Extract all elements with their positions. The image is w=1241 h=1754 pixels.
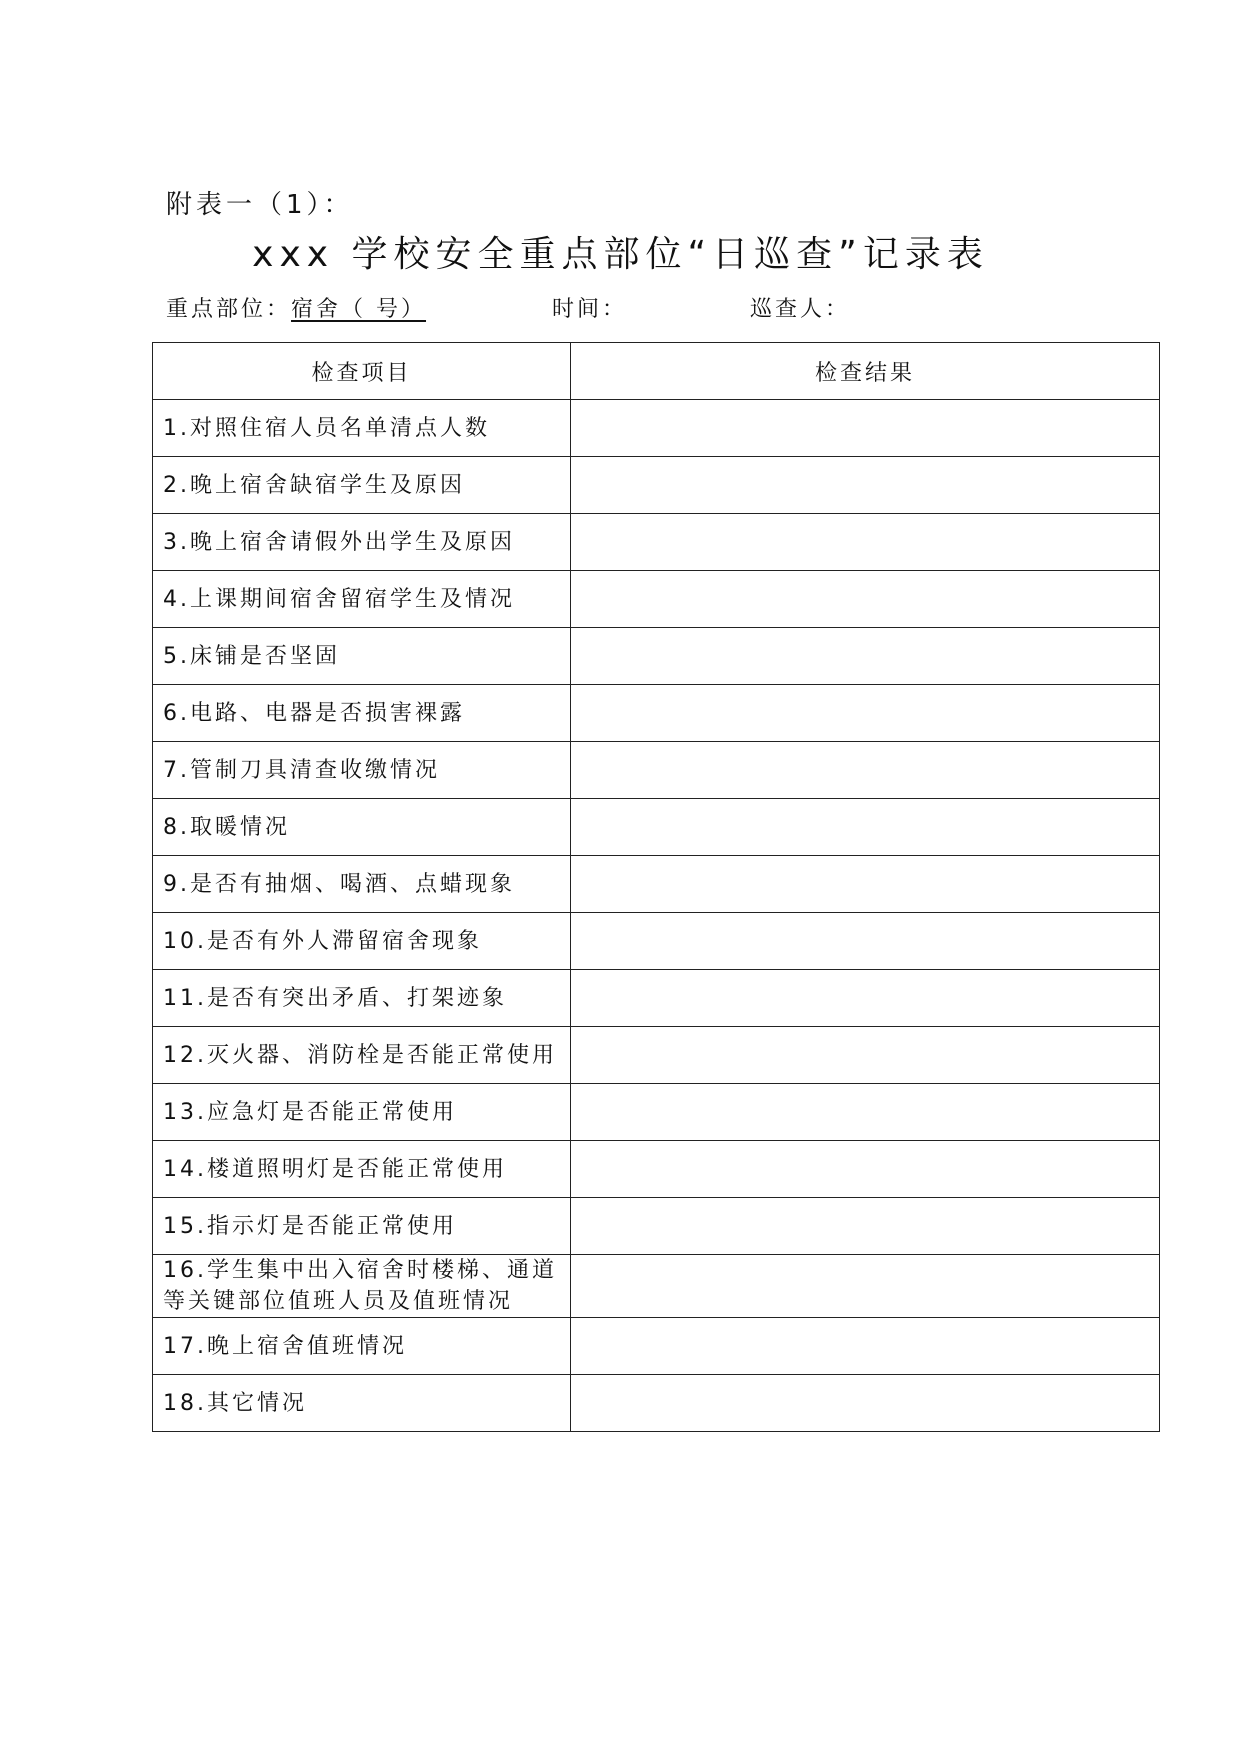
inspection-result-cell[interactable] [571,400,1160,457]
inspection-item-cell: 9.是否有抽烟、喝酒、点蜡现象 [153,856,571,913]
inspector-label: 巡查人： [750,297,851,322]
inspection-item-cell: 12.灭火器、消防栓是否能正常使用 [153,1027,571,1084]
inspection-result-cell[interactable] [571,1318,1160,1375]
table-row [153,571,1160,628]
inspection-item-cell: 1.对照住宿人员名单清点人数 [153,400,571,457]
inspection-result-cell[interactable] [571,913,1160,970]
table-row [153,1375,1160,1432]
inspection-item-cell: 4.上课期间宿舍留宿学生及情况 [153,571,571,628]
inspection-item-cell: 3.晚上宿舍请假外出学生及原因 [153,514,571,571]
table-row [153,1318,1160,1375]
table-row [153,856,1160,913]
inspection-result-cell[interactable] [571,685,1160,742]
inspection-item-cell: 7.管制刀具清查收缴情况 [153,742,571,799]
inspection-item-cell: 6.电路、电器是否损害裸露 [153,685,571,742]
table-row [153,685,1160,742]
inspection-result-cell[interactable] [571,1375,1160,1432]
appendix-label: 附表一（1）： [166,190,354,220]
key-location-label: 重点部位： [166,297,292,322]
key-location-field [166,292,426,323]
inspection-result-cell[interactable] [571,1141,1160,1198]
table-row [153,1255,1160,1318]
inspection-result-cell[interactable] [571,457,1160,514]
table-row [153,1198,1160,1255]
inspection-result-cell[interactable] [571,628,1160,685]
table-row [153,514,1160,571]
inspection-item-cell: 14.楼道照明灯是否能正常使用 [153,1141,571,1198]
inspection-item-cell: 5.床铺是否坚固 [153,628,571,685]
table-row [153,628,1160,685]
inspection-item-cell: 13.应急灯是否能正常使用 [153,1084,571,1141]
inspection-item-cell: 11.是否有突出矛盾、打架迹象 [153,970,571,1027]
inspection-item-cell: 18.其它情况 [153,1375,571,1432]
table-row [153,970,1160,1027]
document-title: xxx 学校安全重点部位“日巡查”记录表 [252,234,989,275]
inspection-record-table [152,342,1160,1432]
time-label: 时间： [552,297,628,322]
time-field [552,292,627,323]
table-row [153,400,1160,457]
table-row [153,1141,1160,1198]
inspector-field [750,292,850,323]
table-row [153,1027,1160,1084]
table-row [153,799,1160,856]
key-location-value: 宿舍（ 号） [291,297,427,322]
inspection-result-cell[interactable] [571,514,1160,571]
inspection-result-cell[interactable] [571,1084,1160,1141]
header-inspection-item: 检查项目 [153,343,571,400]
inspection-item-cell: 17.晚上宿舍值班情况 [153,1318,571,1375]
table-row [153,742,1160,799]
inspection-item-cell: 8.取暖情况 [153,799,571,856]
header-inspection-result: 检查结果 [571,343,1160,400]
inspection-result-cell[interactable] [571,742,1160,799]
table-body [153,400,1160,1432]
inspection-item-cell: 16.学生集中出入宿舍时楼梯、通道等关键部位值班人员及值班情况 [153,1255,571,1318]
inspection-item-cell: 2.晚上宿舍缺宿学生及原因 [153,457,571,514]
inspection-item-cell: 15.指示灯是否能正常使用 [153,1198,571,1255]
inspection-result-cell[interactable] [571,799,1160,856]
table-header-row [153,343,1160,400]
table-row [153,1084,1160,1141]
inspection-result-cell[interactable] [571,1198,1160,1255]
inspection-result-cell[interactable] [571,970,1160,1027]
table-row [153,457,1160,514]
inspection-result-cell[interactable] [571,571,1160,628]
inspection-result-cell[interactable] [571,1027,1160,1084]
table-row [153,913,1160,970]
inspection-result-cell[interactable] [571,856,1160,913]
inspection-item-cell: 10.是否有外人滞留宿舍现象 [153,913,571,970]
inspection-result-cell[interactable] [571,1255,1160,1318]
